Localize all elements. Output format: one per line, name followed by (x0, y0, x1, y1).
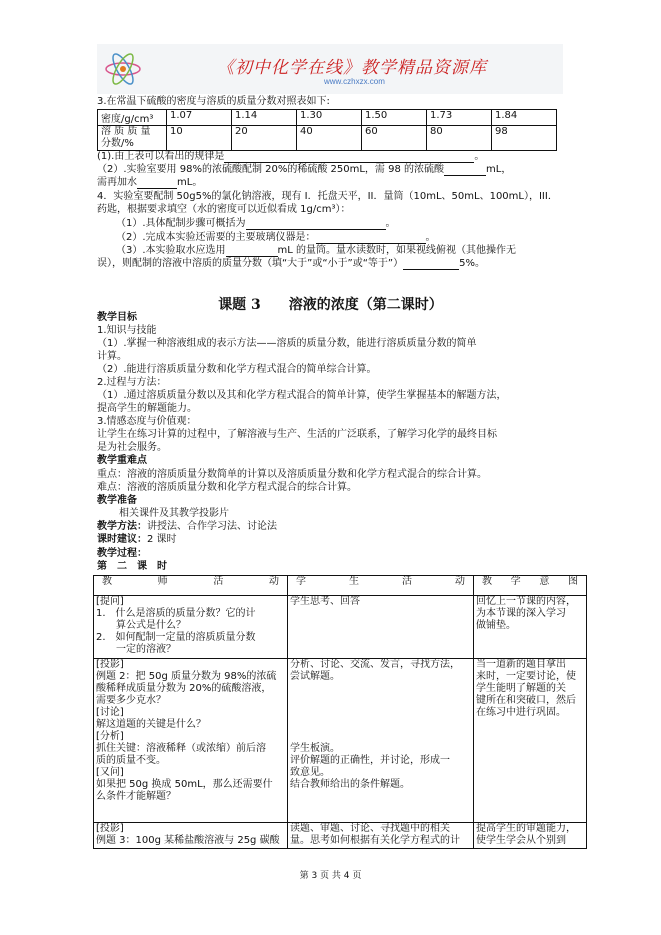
table-cell: 60 (362, 126, 427, 151)
q4-part3-text-b: mL 的量筒。量水读数时，如果视线俯视（其他操作无 (277, 245, 517, 256)
answer-blank (246, 219, 386, 230)
q3-intro: 3.在常温下硫酸的密度与溶质的质量分数对照表如下: (97, 96, 330, 107)
answer-blank (137, 178, 177, 189)
time-line (97, 534, 177, 546)
table-cell: 40 (297, 126, 362, 151)
goal-3a-cont: 是为社会服务。 (97, 442, 167, 453)
table-cell: 1.84 (492, 110, 557, 126)
q4-part3-cont (97, 258, 485, 270)
answer-blank (444, 165, 486, 176)
q4-part1 (116, 218, 396, 230)
cell-line: 量。思考如何根据有关化学方程式的计 (290, 835, 460, 846)
table-cell: 1.73 (427, 110, 492, 126)
table-cell: 1.30 (297, 110, 362, 126)
goal-2a: （1）.通过溶质质量分数以及其和化学方程式混合的简单计算，使学生掌握基本的解题方法， (97, 390, 507, 401)
q4-part1-end: 。 (385, 218, 396, 229)
table-cell: 20 (232, 126, 297, 151)
cell-line: 2. 如何配制一定量的溶质质量分数 (96, 632, 256, 643)
banner-url: www.czhxzx.com (324, 77, 385, 86)
cell-line: 来时，一定要讨论，使 (476, 671, 576, 682)
answer-blank (226, 246, 278, 257)
table-row (94, 823, 587, 849)
period-heading: 第 二 课 时 (97, 561, 167, 572)
cell-line: [讨论] (96, 707, 124, 718)
q4-part1-text: （1）.具体配制步骤可概括为 (116, 218, 246, 229)
goal-1b: （2）.能进行溶质质量分数和化学方程式混合的简单综合计算。 (97, 364, 377, 375)
cell-line: [分析] (96, 731, 124, 742)
q3-part2-water: 需再加水 (97, 177, 137, 188)
goal-1a-cont: 计算。 (97, 351, 127, 362)
goal-1a: （1）.掌握一种溶液组成的表示方法——溶质的质量分数，能进行溶质质量分数的简单 (97, 338, 477, 349)
cell-line: 在练习中进行巩固。 (476, 707, 566, 718)
cell-line: 为本节课的深入学习 (476, 608, 566, 619)
teacher-cell (94, 659, 288, 823)
student-cell (288, 659, 474, 823)
cell-spacer (290, 683, 471, 743)
q4-part3-text: （3）.本实验取水应选用 (116, 245, 226, 256)
table-row (94, 659, 587, 823)
fraction-label (98, 126, 167, 151)
density-table (97, 109, 557, 151)
cell-line: 解这道题的关键是什么？ (96, 719, 206, 730)
header-banner (97, 44, 563, 94)
cell-line: 读题、审题、讨论、寻找题中的相关 (290, 823, 450, 834)
table-header-row (94, 576, 587, 596)
cell-line: 学生板演。 (290, 743, 340, 754)
goal-1: 1.知识与技能 (97, 325, 157, 336)
goal-2a-cont: 提高学生的解题能力。 (97, 403, 197, 414)
q4-part2-end: 。 (425, 232, 436, 243)
answer-blank (224, 152, 474, 163)
q4-part3-text-c: 误），则配制的溶液中溶质的质量分数（填“大于”或“小于”或“等于”） (97, 258, 404, 269)
lesson-title: 课题 3 溶液的浓度（第二课时） (218, 297, 443, 313)
cell-line: 么条件才能解题？ (96, 791, 176, 802)
cell-line: [提问] (96, 596, 124, 607)
q4-part2 (116, 232, 436, 244)
cell-line: 分析、讨论、交流、发言，寻找方法， (290, 659, 460, 670)
method-heading: 教学方法： (97, 521, 147, 532)
table-row (94, 596, 587, 659)
table-row (98, 110, 557, 126)
q3-part1 (97, 151, 484, 163)
cell-line: 酸稀释成质量分数为 20%的硫酸溶液， (96, 683, 272, 694)
q3-part1-text: (1).由上表可以看出的规律是 (97, 151, 225, 162)
cell-line: [又问] (96, 767, 124, 778)
cell-line: 一定的溶液？ (96, 644, 176, 655)
q4-line2: 药匙，根据要求填空（水的密度可以近似看成 1g/cm³）： (97, 204, 351, 215)
student-cell (288, 823, 474, 849)
cell-line: 提高学生的审题能力， (476, 823, 576, 834)
process-heading: 教学过程： (97, 548, 147, 559)
table-cell: 98 (492, 126, 557, 151)
q3-part2-unit: mL， (486, 164, 512, 175)
cell-line: 键所在和突破口，然后 (476, 695, 576, 706)
cell-line: 结合教师给出的条件解题。 (290, 779, 410, 790)
lesson-plan-table (93, 575, 587, 849)
key-heading: 教学重难点 (97, 455, 147, 466)
banner-title: 《初中化学在线》教学精品资源库 (217, 58, 487, 78)
method-line (97, 521, 277, 533)
cell-line: 评价解题的正确性，并讨论，形成一 (290, 755, 450, 766)
goal-2: 2.过程与方法： (97, 377, 167, 388)
fraction-label-a: 溶 质 质 量 (101, 126, 151, 137)
q3-part2-text: （2）.实验室要用 98%的浓硫酸配制 20%的稀硫酸 250mL，需 98 的浓硫酸 (97, 164, 445, 175)
q4-line1: 4．实验室要配制 50g5%的氯化钠溶液，现有 I．托盘天平，II．量筒（10mL、50mL、100mL），III． (97, 191, 558, 202)
cell-line: 回忆上一节课的内容， (476, 596, 576, 607)
cell-line: 学生能明了解题的关 (476, 683, 566, 694)
q3-part2 (97, 164, 511, 176)
table-cell: 80 (427, 126, 492, 151)
student-cell (288, 596, 474, 659)
cell-line: 使学生学会从个别到 (476, 835, 566, 846)
header-intent: 教学意图 (474, 576, 587, 596)
cell-line: 当一道新的题目拿出 (476, 659, 566, 670)
q3-part2-ml: mL。 (177, 177, 203, 188)
prep-heading: 教学准备 (97, 495, 137, 506)
cell-line: 例题 2：把 50g 质量分数为 98%的浓硫 (96, 671, 277, 682)
answer-blank (316, 233, 426, 244)
goal-3: 3.情感态度与价值观： (97, 416, 197, 427)
q3-part1-end: 。 (474, 151, 485, 162)
cell-line: 例题 3：100g 某稀盐酸溶液与 25g 碳酸 (96, 835, 280, 846)
teacher-cell (94, 596, 288, 659)
q4-part2-text: （2）.完成本实验还需要的主要玻璃仪器是： (116, 232, 316, 243)
key-point: 重点：溶液的溶质质量分数简单的计算以及溶质质量分数和化学方程式混合的综合计算。 (97, 469, 487, 480)
intent-cell (474, 596, 587, 659)
time-text: 2 课时 (147, 534, 177, 545)
cell-line: 尝试解题。 (290, 671, 340, 682)
cell-line: 致意见。 (290, 767, 330, 778)
goal-3a: 让学生在练习计算的过程中，了解溶液与生产、生活的广泛联系，了解学习化学的最终目标 (97, 429, 497, 440)
intent-cell (474, 659, 587, 823)
table-cell: 1.50 (362, 110, 427, 126)
cell-line: 需要多少克水？ (96, 695, 166, 706)
cell-line: [投影] (96, 823, 124, 834)
fraction-label-b: 分数/% (101, 138, 134, 149)
cell-line: 1. 什么是溶质的质量分数？它的计 (96, 608, 256, 619)
cell-line: 如果把 50g 换成 50mL，那么还需要什 (96, 779, 273, 790)
page-footer: 第 3 页 共 4 页 (299, 871, 362, 881)
table-cell: 1.07 (167, 110, 232, 126)
difficult-point: 难点：溶液的溶质质量分数和化学方程式混合的综合计算。 (97, 482, 357, 493)
q4-part3 (116, 245, 516, 257)
cell-line: 学生思考、回答 (290, 596, 360, 607)
time-heading: 课时建议： (97, 534, 147, 545)
teacher-cell (94, 823, 288, 849)
table-cell: 1.14 (232, 110, 297, 126)
cell-line: 抓住关键：溶液稀释（或浓缩）前后溶 (96, 743, 266, 754)
cell-line: [投影] (96, 659, 124, 670)
density-label: 密度/g/cm³ (98, 110, 167, 126)
table-row (98, 126, 557, 151)
intent-cell (474, 823, 587, 849)
q3-part2-cont (97, 177, 202, 189)
prep-text: 相关课件及其教学投影片 (119, 508, 229, 519)
atom-logo-icon (103, 51, 143, 87)
header-student: 学生活动 (288, 576, 474, 596)
goals-heading: 教学目标 (97, 312, 137, 323)
answer-blank (403, 259, 459, 270)
q4-part3-text-d: 5%。 (459, 258, 485, 269)
cell-line: 算公式是什么？ (96, 620, 186, 631)
method-text: 讲授法、合作学习法、讨论法 (147, 521, 277, 532)
cell-line: 质的质量不变。 (96, 755, 166, 766)
header-teacher: 教师活动 (94, 576, 288, 596)
table-cell: 10 (167, 126, 232, 151)
cell-line: 做铺垫。 (476, 620, 516, 631)
